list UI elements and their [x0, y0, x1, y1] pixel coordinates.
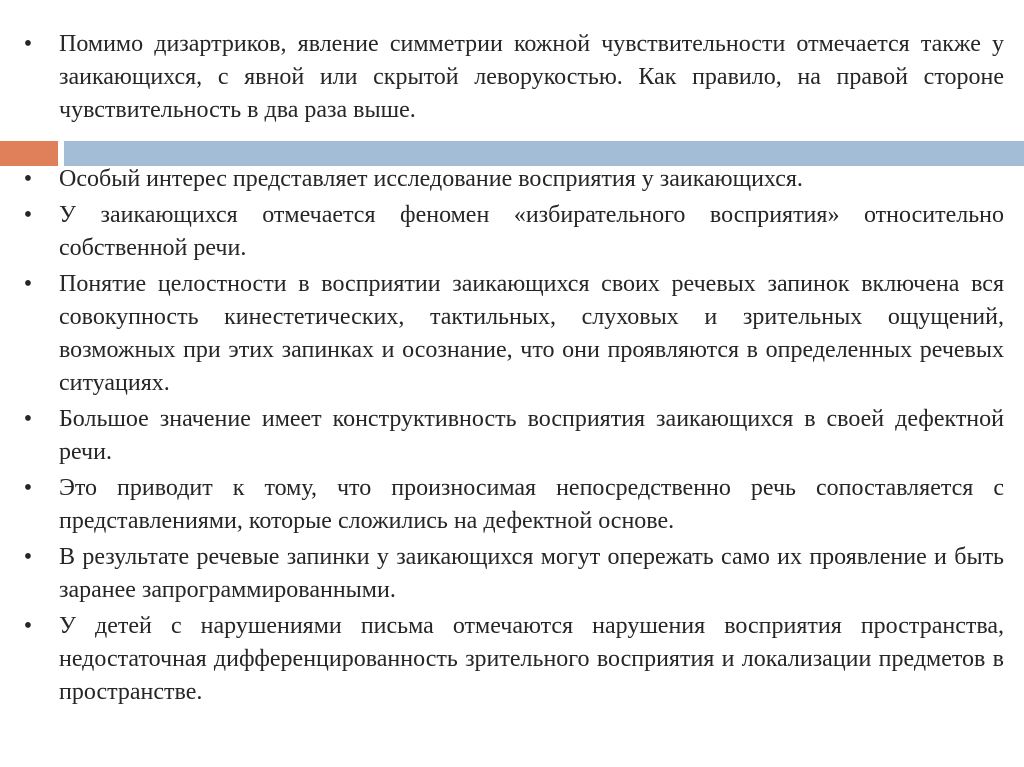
bullet-item	[0, 472, 1024, 538]
bullet-marker: •	[23, 544, 33, 570]
top-bullet-list	[0, 28, 1024, 127]
bullet-text: В результате речевые запинки у заикающихся могут опережать само их проявление и быть заранее запрограммированными.	[59, 544, 1004, 603]
bullet-marker: •	[23, 406, 33, 432]
bullet-item	[0, 541, 1024, 607]
bullet-item	[0, 163, 1024, 196]
bullet-text: У детей с нарушениями письма отмечаются нарушения восприятия пространства, недостаточная дифференцированность зрительного восприятия и локализации предметов в пространстве.	[59, 613, 1004, 705]
bullet-marker: •	[23, 475, 33, 501]
bullet-marker: •	[23, 613, 33, 639]
bottom-bullet-list	[0, 163, 1024, 712]
bullet-marker: •	[23, 31, 33, 57]
bullet-item	[0, 28, 1024, 127]
bullet-marker: •	[23, 166, 33, 192]
bullet-item	[0, 403, 1024, 469]
bullet-item	[0, 610, 1024, 709]
bullet-text: Особый интерес представляет исследование восприятия у заикающихся.	[59, 166, 803, 192]
bullet-item	[0, 268, 1024, 400]
bullet-marker: •	[23, 271, 33, 297]
bullet-marker: •	[23, 202, 33, 228]
bullet-text: Большое значение имеет конструктивность восприятия заикающихся в своей дефектной речи.	[59, 406, 1004, 465]
bullet-text: Это приводит к тому, что произносимая непосредственно речь сопоставляется с представлениями, которые сложились на дефектной основе.	[59, 475, 1004, 534]
bullet-text: Помимо дизартриков, явление симметрии кожной чувствительности отмечается также у заикающихся, с явной или скрытой леворукостью. Как правило, на правой стороне чувствительность в два раза выше.	[59, 31, 1004, 123]
bullet-text: У заикающихся отмечается феномен «избирательного восприятия» относительно собственной речи.	[59, 202, 1004, 261]
bullet-item	[0, 199, 1024, 265]
bullet-text: Понятие целостности в восприятии заикающихся своих речевых запинок включена вся совокупность кинестетических, тактильных, слуховых и зрительных ощущений, возможных при этих запинках и осознание, что они проявляются в определенных речевых ситуациях.	[59, 271, 1004, 396]
